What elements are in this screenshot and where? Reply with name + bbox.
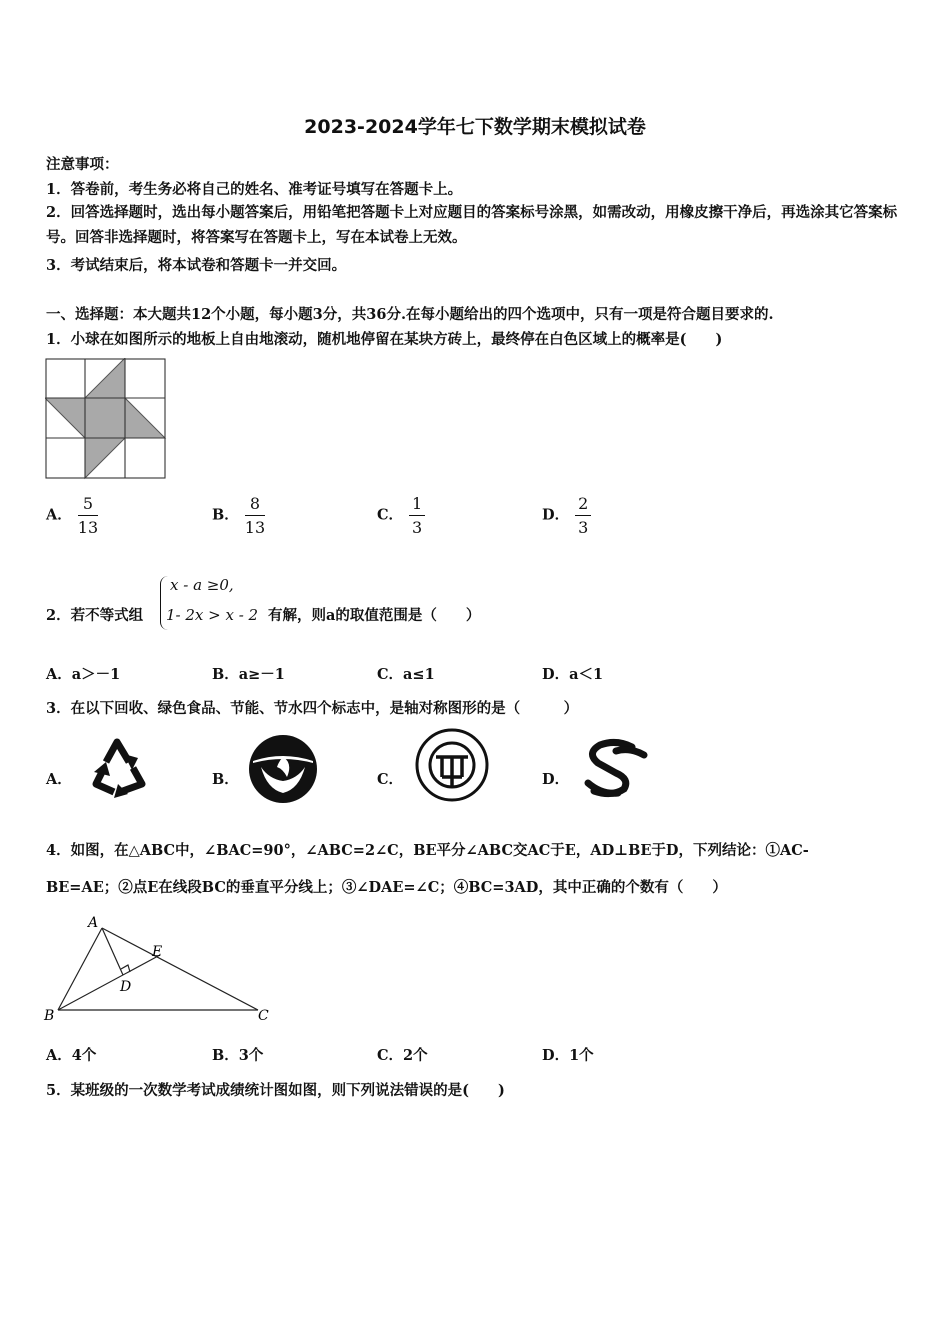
question-2-prefix: 2．若不等式组 (46, 607, 144, 624)
inequality-row-2: 1- 2x > x - 2 (166, 606, 259, 624)
q2-option-a[interactable]: A．a＞－1 (46, 666, 121, 683)
section-heading: 一、选择题：本大题共12个小题，每小题3分，共36分.在每小题给出的四个选项中，只有一项是符合题目要求的. (46, 306, 774, 323)
label-c: C (258, 1008, 269, 1024)
q4-option-b[interactable]: B．3个 (212, 1047, 264, 1064)
triangle-abc-figure (42, 912, 274, 1026)
shaded-star-region (45, 358, 165, 478)
question-5-text: 5．某班级的一次数学考试成绩统计图如图，则下列说法错误的是( ) (46, 1082, 505, 1099)
q1-option-a-fraction (78, 494, 98, 537)
question-1-text: 1．小球在如图所示的地板上自由地滚动，随机地停留在某块方砖上，最终停在白色区域上的概率是( ) (46, 331, 723, 348)
notice-item-3: 3．考试结束后，将本试卷和答题卡一并交回。 (46, 257, 347, 274)
q1-option-c[interactable] (377, 494, 425, 537)
q4-option-c[interactable]: C．2个 (377, 1047, 428, 1064)
q1-b-numerator: 8 (245, 494, 265, 516)
q1-option-b-label: B． (212, 506, 239, 524)
q1-option-d[interactable] (542, 494, 591, 537)
water-saving-icon (576, 737, 656, 803)
notice-item-1: 1．答卷前，考生务必将自己的姓名、准考证号填写在答题卡上。 (46, 181, 463, 198)
q1-c-denominator: 3 (412, 518, 423, 537)
q1-option-b[interactable] (212, 494, 265, 537)
q1-option-d-fraction (575, 494, 591, 537)
q1-option-b-fraction (245, 494, 265, 537)
label-d: D (120, 979, 132, 995)
floor-tile-figure (45, 358, 167, 480)
q1-option-a[interactable] (46, 494, 98, 537)
q1-d-denominator: 3 (578, 518, 589, 537)
label-e: E (152, 944, 163, 960)
q4-option-a[interactable]: A．4个 (46, 1047, 97, 1064)
recycle-icon (84, 732, 154, 802)
q1-option-c-fraction (409, 494, 425, 537)
notice-heading: 注意事项： (46, 156, 119, 173)
label-a: A (88, 915, 99, 931)
q1-d-numerator: 2 (575, 494, 591, 516)
q4-option-d[interactable]: D．1个 (542, 1047, 594, 1064)
q3-option-d-label[interactable]: D． (542, 771, 570, 788)
q1-option-d-label: D． (542, 506, 570, 524)
question-2-suffix: 有解，则a的取值范围是（ ） (268, 607, 481, 624)
q1-option-c-label: C． (377, 506, 404, 524)
q1-a-denominator: 13 (77, 518, 99, 537)
q2-option-b[interactable]: B．a≥－1 (212, 666, 285, 683)
q1-b-denominator: 13 (244, 518, 266, 537)
q2-option-d[interactable]: D．a＜1 (542, 666, 604, 683)
q1-option-a-label: A． (46, 506, 72, 524)
page-title: 2023-2024学年七下数学期末模拟试卷 (304, 116, 646, 138)
question-4-line-1: 4．如图，在△ABC中，∠BAC=90°，∠ABC=2∠C，BE平分∠ABC交AC于E，AD⊥BE于D，下列结论：①AC- (46, 842, 809, 859)
energy-saving-icon (414, 727, 490, 803)
question-3-text: 3．在以下回收、绿色食品、节能、节水四个标志中，是轴对称图形的是（ ） (46, 700, 579, 717)
q2-option-c[interactable]: C．a≤1 (377, 666, 435, 683)
q3-option-a-label[interactable]: A． (46, 771, 72, 788)
notice-item-2: 2．回答选择题时，选出每小题答案后，用铅笔把答题卡上对应题目的答案标号涂黑，如需改动，用橡皮擦干净后，再选涂其它答案标号。回答非选择题时，将答案写在答题卡上，写在本试卷上无效。 (46, 204, 898, 246)
question-4-line-2: BE=AE；②点E在线段BC的垂直平分线上；③∠DAE=∠C；④BC=3AD，其中正确的个数有（ ） (46, 879, 727, 896)
inequality-row-1: x - a ≥0, (170, 576, 234, 594)
q1-c-numerator: 1 (409, 494, 425, 516)
green-food-icon (247, 733, 319, 805)
label-b: B (44, 1008, 55, 1024)
q1-a-numerator: 5 (78, 494, 98, 516)
q3-option-c-label[interactable]: C． (377, 771, 404, 788)
q3-option-b-label[interactable]: B． (212, 771, 239, 788)
